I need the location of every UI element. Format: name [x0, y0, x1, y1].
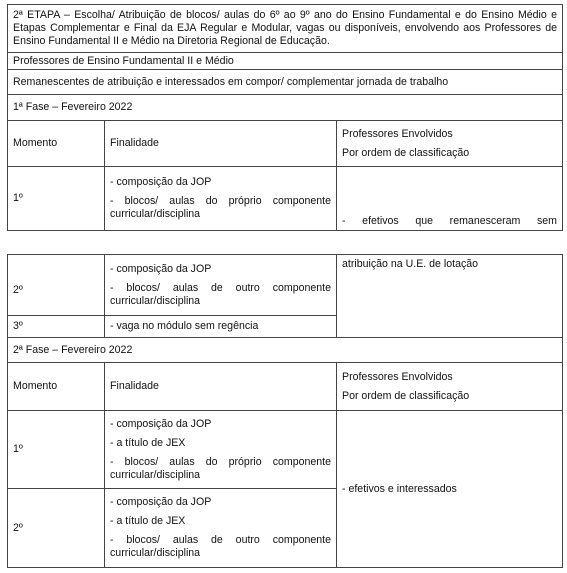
fase1-row2-momento: 2º — [8, 255, 105, 316]
fase2-row1-finalidade — [105, 411, 337, 489]
fase1-row1-momento: 1º — [8, 167, 105, 231]
page-break — [0, 237, 567, 254]
list-item: - blocos/ aulas do próprio componente curricular/disciplina — [110, 455, 331, 481]
fase1-envolvidos-part1 — [337, 167, 563, 231]
fase1-title: 1ª Fase – Fevereiro 2022 — [8, 95, 563, 121]
etapa-description: 2ª ETAPA – Escolha/ Atribuição de blocos/ aulas do 6º ao 9º ano do Ensino Fundamental e do Ensino Médio e Etapas Complementar e Final da EJA Regular e Modular, vagas ou disponíveis, envolvendo aos Professores de Ensino Fundamental II e Médio na Diretoria Regional de Educação. — [8, 5, 563, 53]
list-item: - composição da JOP — [110, 496, 212, 508]
header-envolvidos — [337, 363, 563, 411]
fase2-row2-momento: 2º — [8, 489, 105, 568]
list-item: - blocos/ aulas de outro componente curricular/disciplina — [110, 534, 331, 559]
professores-line: Professores de Ensino Fundamental II e Médio — [8, 53, 563, 70]
header-envolvidos-line2: Por ordem de classificação — [342, 389, 470, 402]
header-momento: Momento — [8, 363, 105, 411]
list-item: - composição da JOP — [110, 262, 212, 275]
fase1-row3-finalidade: - vaga no módulo sem regência — [105, 316, 337, 338]
fase1-row3-momento: 3º — [8, 316, 105, 338]
header-envolvidos-line1: Professores Envolvidos — [342, 127, 453, 140]
table-fase1-part2 — [7, 254, 563, 568]
list-item: - a título de JEX — [110, 515, 186, 527]
envolvidos-text: - efetivos que remanesceram sem — [342, 215, 558, 227]
header-finalidade: Finalidade — [105, 121, 337, 167]
list-item: - composição da JOP — [110, 417, 212, 430]
fase2-envolvidos: - efetivos e interessados — [337, 411, 563, 568]
fase2-row1-momento: 1º — [8, 411, 105, 489]
fase2-title: 2ª Fase – Fevereiro 2022 — [8, 338, 563, 363]
header-envolvidos-line2: Por ordem de classificação — [342, 146, 470, 159]
remanescentes-line: Remanescentes de atribuição e interessados em compor/ complementar jornada de trabalho — [8, 70, 563, 95]
envolvidos-text: atribuição na U.E. de lotação — [342, 258, 479, 270]
fase1-envolvidos-part2 — [337, 255, 563, 338]
header-momento: Momento — [8, 121, 105, 167]
list-item: - a título de JEX — [110, 436, 186, 449]
header-envolvidos — [337, 121, 563, 167]
header-finalidade: Finalidade — [105, 363, 337, 411]
fase1-row2-finalidade — [105, 255, 337, 316]
list-item: - blocos/ aulas do próprio componente curricular/disciplina — [110, 195, 331, 220]
list-item: - blocos/ aulas de outro componente curricular/disciplina — [110, 281, 331, 307]
header-envolvidos-line1: Professores Envolvidos — [342, 370, 453, 383]
fase2-row2-finalidade — [105, 489, 337, 568]
list-item: - composição da JOP — [110, 176, 212, 188]
table-fase1-part1 — [7, 4, 563, 231]
fase1-row1-finalidade — [105, 167, 337, 231]
